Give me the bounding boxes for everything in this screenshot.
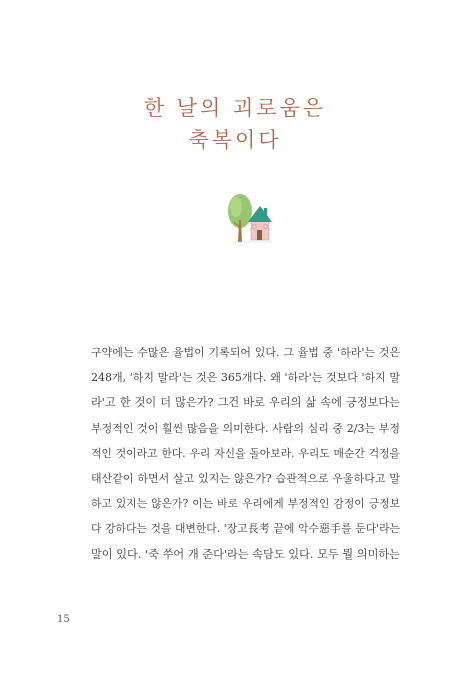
body-paragraph bbox=[91, 340, 400, 567]
chapter-title-line-1: 한 날의 괴로움은 bbox=[143, 96, 327, 120]
body-line: 248개, '하지 말라'는 것은 365개다. 왜 '하라'는 것보다 '하지 말 bbox=[91, 371, 400, 385]
body-line: 말이 있다. '죽 쑤어 개 준다'라는 속담도 있다. 모두 뭘 의미하는 bbox=[91, 547, 400, 561]
body-line: 하고 있지는 않은가? 이는 바로 우리에게 부정적인 감정이 긍정보 bbox=[91, 497, 400, 511]
page-number: 15 bbox=[57, 614, 70, 625]
body-line: 적인 것이라고 한다. 우리 자신을 돌아보라. 우리도 매순간 걱정을 bbox=[91, 446, 400, 460]
tree-foliage-highlight bbox=[230, 197, 242, 217]
tree-and-house-icon bbox=[224, 192, 276, 248]
body-line: 태산같이 하면서 살고 있지는 않은가? 습관적으로 우울하다고 말 bbox=[91, 471, 400, 485]
body-line: 라'고 한 것이 더 많은가? 그건 바로 우리의 삶 속에 긍정보다는 bbox=[91, 396, 400, 410]
body-line: 구약에는 수많은 율법이 기록되어 있다. 그 율법 중 '하라'는 것은 bbox=[91, 346, 400, 359]
house-door bbox=[257, 230, 262, 240]
body-line: 다 강하다는 것을 대변한다. '장고長考 끝에 악수惡手를 둔다'라는 bbox=[91, 522, 400, 536]
body-line: 부정적인 것이 훨씬 많음을 의미한다. 사람의 심리 중 2/3는 부정 bbox=[91, 421, 400, 435]
chapter-title-line-2: 축복이다 bbox=[188, 128, 282, 152]
